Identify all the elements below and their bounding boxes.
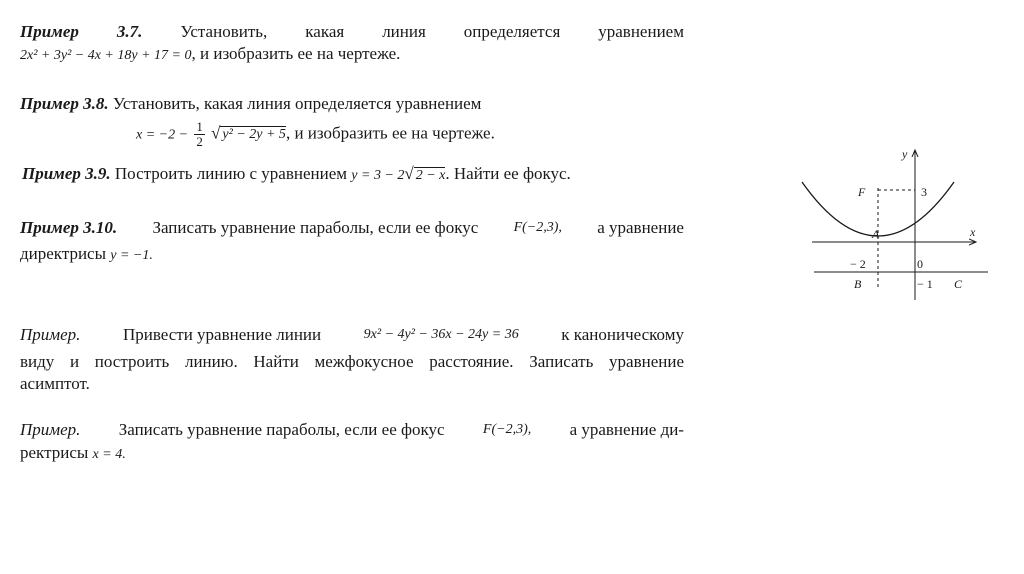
example-3-7-line1 [20,22,684,42]
example-b-focus: F(−2,3), [482,422,532,437]
example-3-10-label: Пример 3.10. [20,218,118,237]
example-a-equation: 9x² − 4y² − 36x − 24y = 36 [363,327,519,342]
example-3-8-text: Установить, какая линия определяется уравнением [112,94,482,113]
example-3-8-line2 [136,120,495,149]
example-3-7-label: Пример [20,22,79,41]
example-3-10-focus: F(−2,3), [513,220,562,235]
example-3-9-tail: . Найти ее фокус. [445,164,571,183]
example-a-line3-text: асимптот. [20,374,90,393]
example-a-line1 [20,325,684,345]
vertex-label: A [872,227,880,241]
example-3-8-eq-left: x = −2 − [136,127,189,143]
example-b-text2: а уравнение ди- [569,420,684,439]
example-b-line1 [20,420,684,440]
three-label: 3 [921,185,927,199]
example-3-10-line1 [20,218,684,238]
example-3-7-tail: , и изобразить ее на чертеже. [191,44,401,63]
example-a-label: Пример. [20,325,81,344]
C-label: C [954,277,963,291]
example-3-8-eq-sqrt: y² − 2y + 5 [222,127,286,143]
example-3-7-equation: 2x² + 3y² − 4x + 18y + 17 = 0 [20,48,192,63]
fraction-denominator: 2 [196,134,203,149]
example-b-text: Записать уравнение параболы, если ее фокус [118,420,445,439]
zero-label: 0 [917,257,923,271]
example-3-9-line [22,164,571,186]
fraction-numerator: 1 [196,119,203,134]
example-3-7-line2 [20,44,400,66]
x-axis-label: x [970,225,976,239]
sqrt-sign: √ [404,164,414,183]
example-3-7-word-4: определяется [463,22,561,41]
example-a-text2: к каноническому [561,325,684,344]
example-a-line2 [20,352,684,372]
example-3-10-text: Записать уравнение параболы, если ее фокус [152,218,479,237]
example-3-10-line2 [20,244,153,266]
example-3-7-word-5: уравнением [598,22,684,41]
minus-one-label: − 1 [917,277,933,291]
example-3-8-fraction [194,120,205,149]
example-3-10-text2: а уравнение [597,218,684,237]
example-b-line2 [20,443,126,465]
example-3-9-text: Построить линию с уравнением [114,164,348,183]
example-3-8-tail: , и изобразить ее на чертеже. [285,123,495,143]
example-3-9-label: Пример 3.9. [22,164,111,183]
sqrt-sign: √ [211,123,221,143]
example-b-label: Пример. [20,420,81,439]
example-3-10-line2-text: директрисы [20,244,107,263]
minus-two-label: − 2 [850,257,866,271]
B-label: B [854,277,862,291]
example-3-10-directrix: y = −1. [110,248,153,263]
example-3-7-word-3: линия [382,22,426,41]
example-a-line3 [20,374,90,394]
focus-label: F [858,185,866,199]
example-a-text: Привести уравнение линии [122,325,322,344]
example-3-7-number: 3.7. [116,22,143,41]
parabola-diagram [790,140,1000,305]
example-3-8-line1 [20,94,481,114]
y-axis-label: y [902,147,908,161]
example-b-directrix: x = 4. [92,447,126,462]
example-a-line2-text: виду и построить линию. Найти межфокусное расстояние. Записать уравнение [20,352,684,371]
example-3-8-label: Пример 3.8. [20,94,109,113]
example-3-9-eq-sqrt: 2 − x [415,168,446,183]
example-3-9-eq-left: y = 3 − 2 [351,168,405,183]
example-3-7-word-1: Установить, [180,22,268,41]
example-b-line2-text: ректрисы [20,443,89,462]
example-3-7-word-2: какая [305,22,345,41]
